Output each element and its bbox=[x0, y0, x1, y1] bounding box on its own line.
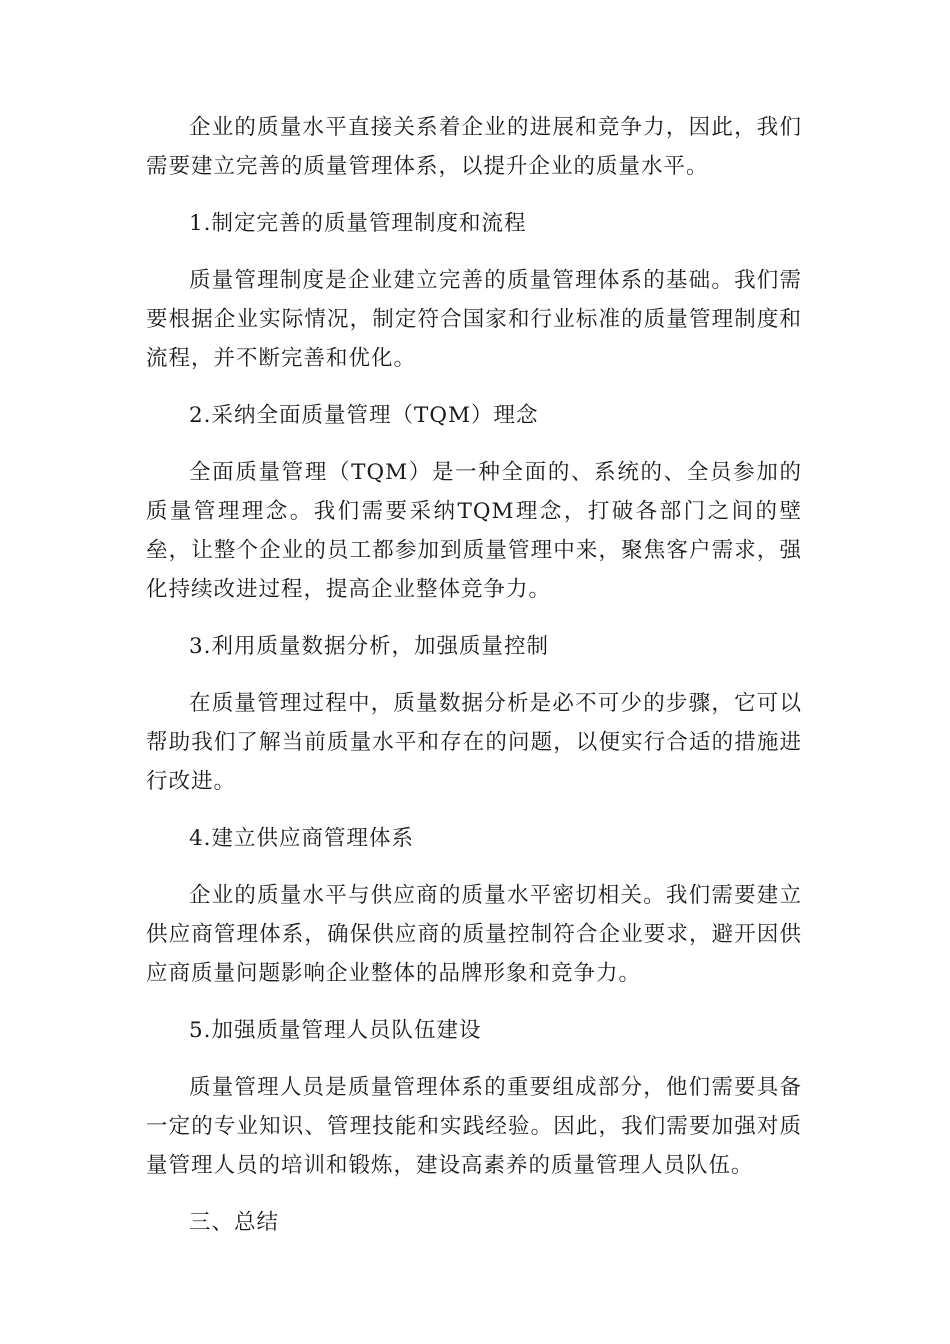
section-body-5: 质量管理人员是质量管理体系的重要组成部分，他们需要具备一定的专业知识、管理技能和实践经验。因此，我们需要加强对质量管理人员的培训和锻炼，建设高素养的质量管理人员队伍。 bbox=[146, 1075, 802, 1178]
section-heading-2: 2.采纳全面质量管理（TQM）理念 bbox=[189, 403, 539, 428]
section-heading-1: 1.制定完善的质量管理制度和流程 bbox=[189, 211, 527, 236]
section-body-1: 质量管理制度是企业建立完善的质量管理体系的基础。我们需要根据企业实际情况，制定符合国家和行业标准的质量管理制度和流程，并不断完善和优化。 bbox=[146, 268, 802, 371]
section-heading-3: 3.利用质量数据分析，加强质量控制 bbox=[189, 634, 550, 659]
section-heading-4: 4.建立供应商管理体系 bbox=[189, 826, 415, 851]
section-body-3: 在质量管理过程中，质量数据分析是必不可少的步骤，它可以帮助我们了解当前质量水平和存在的问题，以便实行合适的措施进行改进。 bbox=[146, 691, 802, 794]
section-body-4: 企业的质量水平与供应商的质量水平密切相关。我们需要建立供应商管理体系，确保供应商的质量控制符合企业要求，避开因供应商质量问题影响企业整体的品牌形象和竞争力。 bbox=[146, 883, 802, 986]
section-body-2: 全面质量管理（TQM）是一种全面的、系统的、全员参加的质量管理理念。我们需要采纳TQM理念，打破各部门之间的壁垒，让整个企业的员工都参加到质量管理中来，聚焦客户需求，强化持续改进过程，提高企业整体竞争力。 bbox=[146, 460, 802, 602]
section-heading-5: 5.加强质量管理人员队伍建设 bbox=[189, 1018, 482, 1043]
summary-heading: 三、总结 bbox=[189, 1210, 280, 1235]
intro-paragraph: 企业的质量水平直接关系着企业的进展和竞争力，因此，我们需要建立完善的质量管理体系，以提升企业的质量水平。 bbox=[146, 115, 802, 179]
